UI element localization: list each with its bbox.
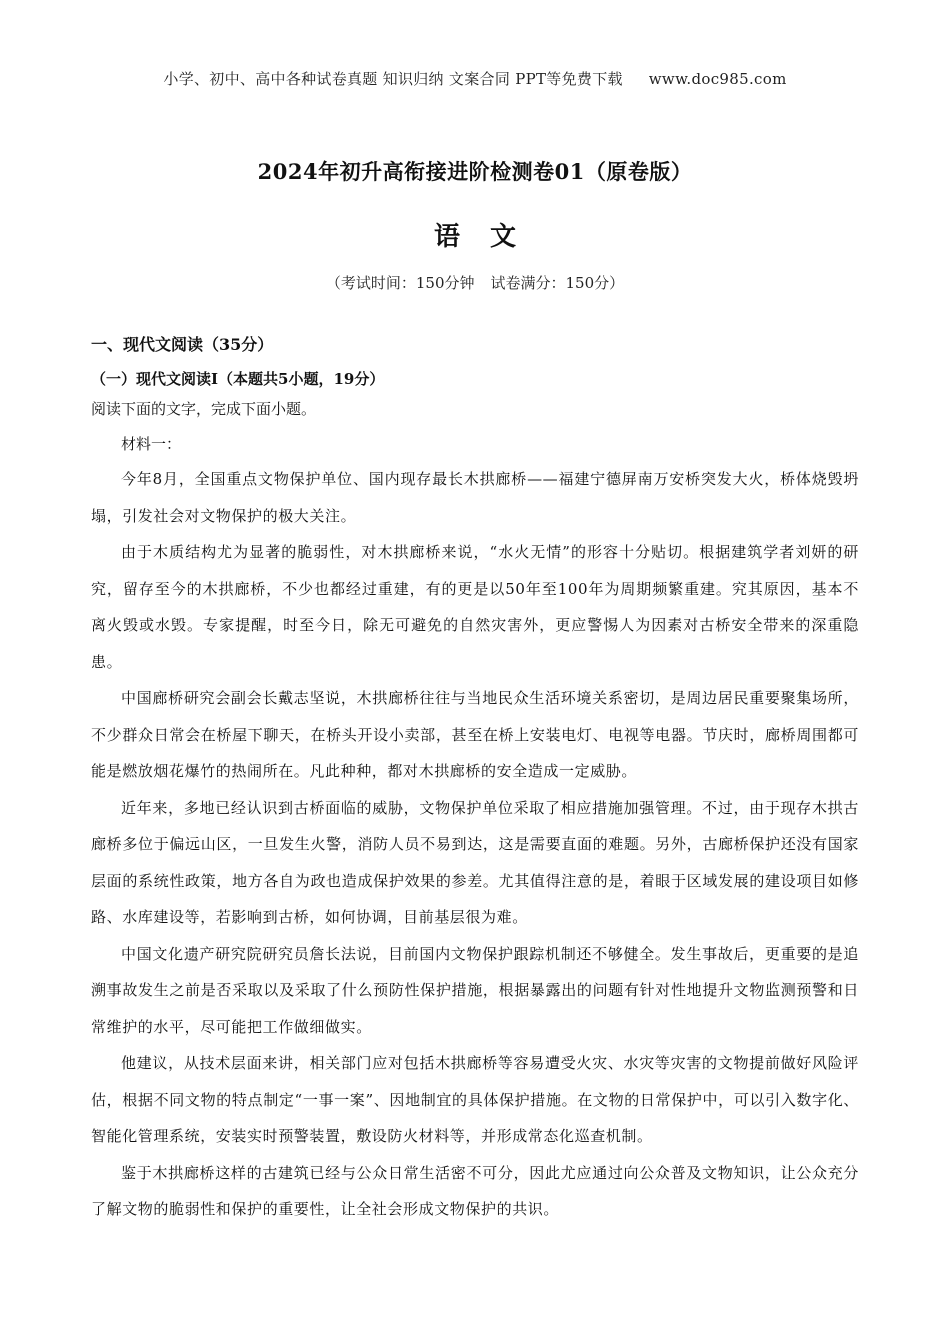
passage-paragraph: 中国文化遗产研究院研究员詹长法说，目前国内文物保护跟踪机制还不够健全。发生事故后，更重要的是追溯事故发生之前是否采取以及采取了什么预防性保护措施，根据暴露出的问题有针对性地提升文物监测预警和日常维护的水平，尽可能把工作做细做实。 xyxy=(91,944,859,1036)
exam-score: 试卷满分：150分） xyxy=(490,274,625,292)
passage-paragraph: 今年8月，全国重点文物保护单位、国内现存最长木拱廊桥——福建宁德屏南万安桥突发大火，桥体烧毁坍塌，引发社会对文物保护的极大关注。 xyxy=(91,470,859,525)
subject-title: 语文 xyxy=(433,222,546,252)
section-heading: 一、现代文阅读（35分） xyxy=(91,335,274,354)
passage-paragraph: 鉴于木拱廊桥这样的古建筑已经与公众日常生活密不可分，因此尤应通过向公众普及文物知识，让公众充分了解文物的脆弱性和保护的重要性，让全社会形成文物保护的共识。 xyxy=(91,1163,859,1218)
exam-info xyxy=(0,272,950,293)
passage-paragraph: 中国廊桥研究会副会长戴志坚说，木拱廊桥往往与当地民众生活环境关系密切，是周边居民重要聚集场所，不少群众日常会在桥屋下聊天，在桥头开设小卖部，甚至在桥上安装电灯、电视等电器。节庆时，廊桥周围都可能是燃放烟花爆竹的热闹所在。凡此种种，都对木拱廊桥的安全造成一定威胁。 xyxy=(91,689,859,780)
passage-paragraph: 近年来，多地已经认识到古桥面临的威胁，文物保护单位采取了相应措施加强管理。不过，由于现存木拱古廊桥多位于偏远山区，一旦发生火警，消防人员不易到达，这是需要直面的难题。另外，古廊桥保护还没有国家层面的系统性政策，地方各自为政也造成保护效果的参差。尤其值得注意的是，着眼于区域发展的建设项目如修路、水库建设等，若影响到古桥，如何协调，目前基层很为难。 xyxy=(91,798,859,926)
material-label: 材料一： xyxy=(121,435,182,453)
sub-section-heading: （一）现代文阅读Ⅰ（本题共5小题，19分） xyxy=(91,370,385,388)
passage-paragraph: 他建议，从技术层面来讲，相关部门应对包括木拱廊桥等容易遭受火灾、水灾等灾害的文物提前做好风险评估，根据不同文物的特点制定“一事一案”、因地制宜的具体保护措施。在文物的日常保护中，可以引入数字化、智能化管理系统，安装实时预警装置，敷设防火材料等，并形成常态化巡查机制。 xyxy=(91,1054,859,1145)
exam-content xyxy=(91,331,859,1228)
reading-instruction: 阅读下面的文字，完成下面小题。 xyxy=(91,400,317,418)
exam-time: （考试时间：150分钟 xyxy=(325,274,475,292)
header-site-link[interactable]: www.doc985.com xyxy=(648,70,787,88)
passage-paragraph: 由于木质结构尤为显著的脆弱性，对木拱廊桥来说，“水火无情”的形容十分贴切。根据建筑学者刘妍的研究，留存至今的木拱廊桥，不少也都经过重建，有的更是以50年至100年为周期频繁重建。究其原因，基本不离火毁或水毁。专家提醒，时至今日，除无可避免的自然灾害外，更应警惕人为因素对古桥安全带来的深重隐患。 xyxy=(91,543,859,671)
page-header xyxy=(0,68,950,89)
exam-title: 2024年初升高衔接进阶检测卷01（原卷版） xyxy=(257,159,693,184)
header-tagline: 小学、初中、高中各种试卷真题 知识归纳 文案合同 PPT等免费下载 xyxy=(163,70,623,88)
